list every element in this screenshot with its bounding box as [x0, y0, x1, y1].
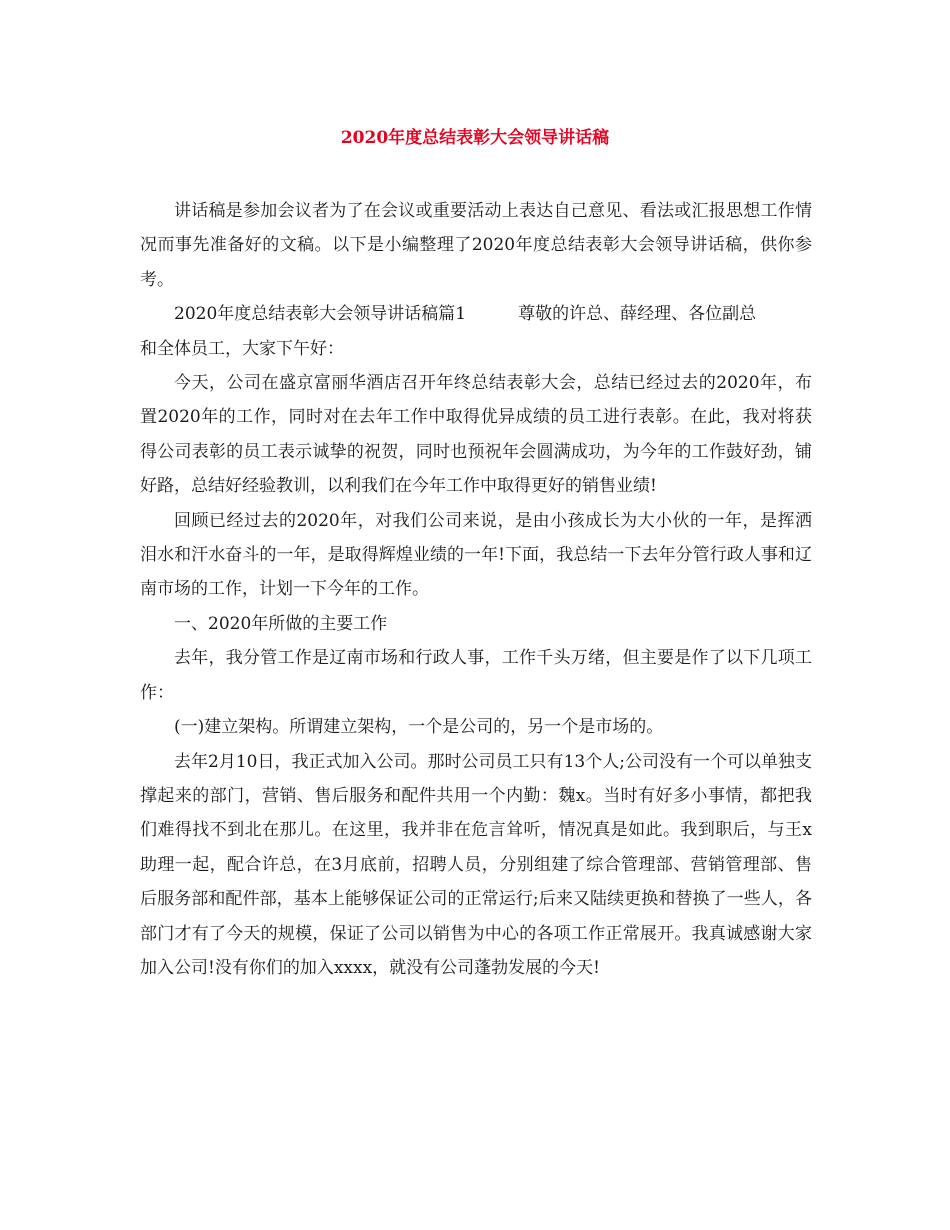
section-heading: 2020年度总结表彰大会领导讲话稿篇1 — [174, 304, 467, 325]
section-heading-line — [140, 297, 812, 331]
document-body — [140, 194, 812, 985]
work-overview-paragraph: 去年，我分管工作是辽南市场和行政人事，工作千头万绪，但主要是作了以下几项工作： — [140, 648, 812, 703]
greeting-continuation: 和全体员工，大家下午好： — [140, 338, 344, 359]
greeting-start: 尊敬的许总、薛经理、各位副总 — [518, 304, 757, 325]
intro-paragraph: 讲话稿是参加会议者为了在会议或重要活动上表达自己意见、看法或汇报思想工作情况而事先准备好的文稿。以下是小编整理了2020年度总结表彰大会领导讲话稿，供你参考。 — [140, 201, 812, 290]
review-paragraph: 回顾已经过去的2020年，对我们公司来说，是由小孩成长为大小伙的一年，是挥洒泪水和汗水奋斗的一年，是取得辉煌业绩的一年!下面，我总结一下去年分管行政人事和辽南市场的工作，计划一下今年的工作。 — [140, 510, 812, 600]
document-title: 2020年度总结表彰大会领导讲话稿 — [340, 128, 610, 148]
subheading-main-work: 一、2020年所做的主要工作 — [174, 613, 388, 634]
subheading-architecture: (一)建立架构。所谓建立架构，一个是公司的，另一个是市场的。 — [174, 717, 664, 738]
opening-paragraph: 今天，公司在盛京富丽华酒店召开年终总结表彰大会，总结已经过去的2020年，布置2020年的工作，同时对在去年工作中取得优异成绩的员工进行表彰。在此，我对将获得公司表彰的员工表示诚挚的祝贺，同时也预祝年会圆满成功，为今年的工作鼓好劲，铺好路，总结好经验教训，以利我们在今年工作中取得更好的销售业绩! — [140, 373, 812, 497]
architecture-paragraph: 去年2月10日，我正式加入公司。那时公司员工只有13个人;公司没有一个可以单独支撑起来的部门，营销、售后服务和配件共用一个内勤：魏x。当时有好多小事情，都把我们难得找不到北在那儿。在这里，我并非在危言耸听，情况真是如此。我到职后，与王x助理一起，配合许总，在3月底前，招聘人员，分别组建了综合管理部、营销管理部、售后服务部和配件部，基本上能够保证公司的正常运行;后来又陆续更换和替换了一些人，各部门才有了今天的规模，保证了公司以销售为中心的各项工作正常展开。我真诚感谢大家加入公司!没有你们的加入xxxx，就没有公司蓬勃发展的今天! — [140, 751, 812, 978]
